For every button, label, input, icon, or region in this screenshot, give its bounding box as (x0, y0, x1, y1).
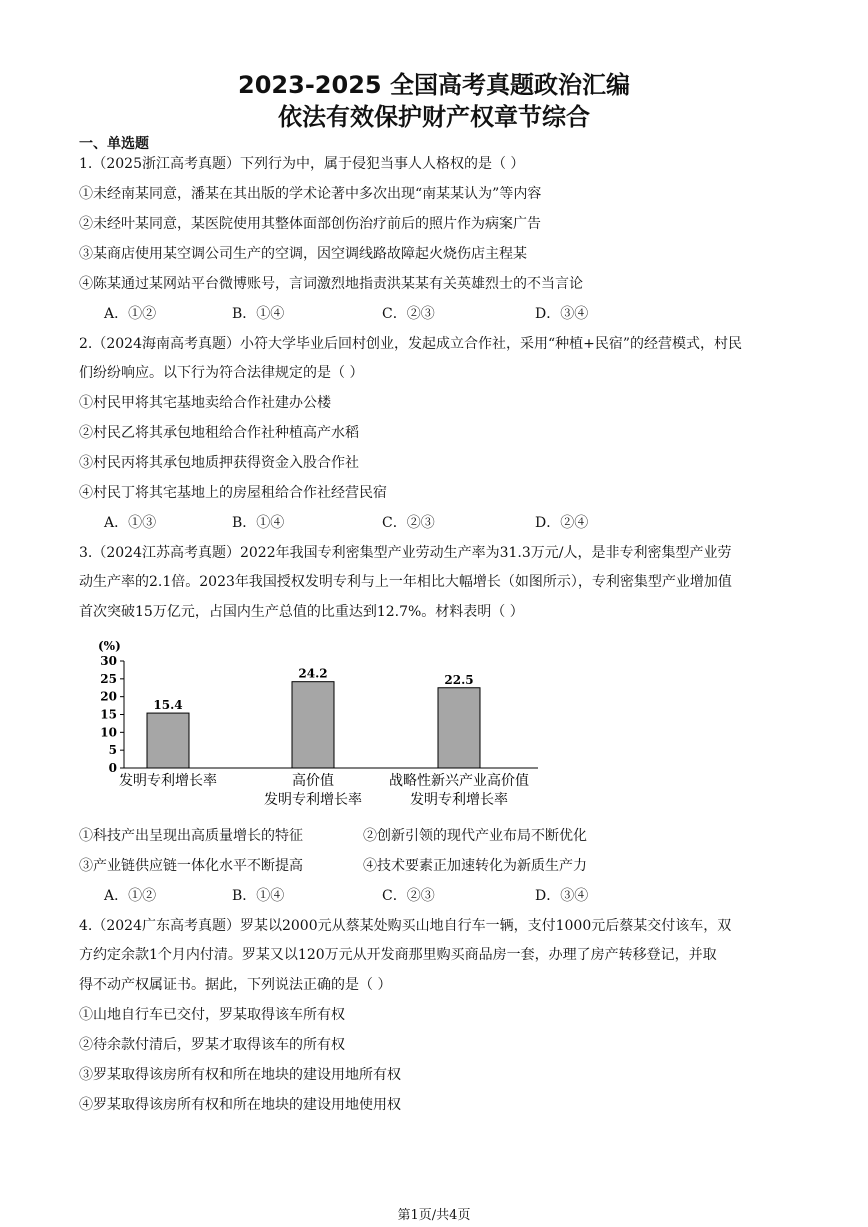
q1-option-a: A．①② (104, 306, 157, 322)
q3-option-a: A．①② (104, 888, 157, 904)
x-category-label-1: 发明专利增长率 (119, 773, 217, 789)
q3-item-1: ①科技产出呈现出高质量增长的特征 (79, 828, 303, 844)
q1-item-3: ③某商店使用某空调公司生产的空调，因空调线路故障起火烧伤店主程某 (79, 246, 527, 262)
x-category-label-2: 发明专利增长率 (264, 792, 362, 808)
q4-stem-line1: 4.（2024广东高考真题）罗某以2000元从蔡某处购买山地自行车一辆，支付1000元后蔡某交付该车，双 (79, 918, 732, 934)
q2-stem-line1: 2.（2024海南高考真题）小符大学毕业后回村创业，发起成立合作社，采用“种植+民宿”的经营模式，村民 (79, 336, 743, 352)
bar-3 (438, 688, 480, 768)
bar-value-label-3: 22.5 (444, 672, 474, 687)
y-tick-label: 0 (108, 761, 117, 775)
q3-option-d: D．③④ (535, 888, 589, 904)
q1-item-2: ②未经叶某同意，某医院使用其整体面部创伤治疗前后的照片作为病案广告 (79, 216, 541, 232)
q3-item-3: ③产业链供应链一体化水平不断提高 (79, 858, 303, 874)
q1-item-4: ④陈某通过某网站平台微博账号，言词激烈地指责洪某某有关英雄烈士的不当言论 (79, 276, 583, 292)
q2-item-3: ③村民丙将其承包地质押获得资金入股合作社 (79, 455, 359, 471)
x-category-label-2: 高价值 (292, 773, 334, 789)
patent-growth-bar-chart (90, 636, 560, 816)
bar-1 (147, 713, 189, 768)
q1-stem: 1.（2025浙江高考真题）下列行为中，属于侵犯当事人人格权的是（ ） (79, 156, 525, 172)
q3-item-2: ②创新引领的现代产业布局不断优化 (363, 828, 587, 844)
bar-2 (292, 682, 334, 768)
bar-value-label-1: 15.4 (153, 698, 183, 713)
q3-option-b: B．①④ (232, 888, 285, 904)
q4-stem-line3: 得不动产权属证书。据此，下列说法正确的是（ ） (79, 977, 392, 993)
q1-item-1: ①未经南某同意，潘某在其出版的学术论著中多次出现“南某某认为”等内容 (79, 186, 542, 202)
q4-item-2: ②待余款付清后，罗某才取得该车的所有权 (79, 1037, 345, 1053)
q4-item-3: ③罗某取得该房所有权和所在地块的建设用地所有权 (79, 1067, 401, 1083)
q2-item-2: ②村民乙将其承包地租给合作社种植高产水稻 (79, 425, 359, 441)
y-tick-label: 20 (100, 689, 117, 704)
q3-item-4: ④技术要素正加速转化为新质生产力 (363, 858, 587, 874)
q3-stem-line2: 动生产率的2.1倍。2023年我国授权发明专利与上一年相比大幅增长（如图所示），专利密集型产业增加值 (79, 574, 732, 590)
y-tick-label: 30 (100, 654, 117, 668)
q2-item-1: ①村民甲将其宅基地卖给合作社建办公楼 (79, 395, 331, 411)
q2-option-b: B．①④ (232, 515, 285, 531)
y-tick-label: 5 (108, 743, 117, 758)
x-category-label-3: 发明专利增长率 (410, 792, 508, 808)
q4-stem-line2: 方约定余款1个月内付清。罗某又以120万元从开发商那里购买商品房一套，办理了房产转移登记，并取 (79, 947, 717, 963)
y-tick-label: 10 (100, 725, 117, 740)
section-heading: 一、单选题 (79, 136, 149, 152)
q1-option-d: D．③④ (535, 306, 589, 322)
page-number: 第1页/共4页 (397, 1208, 471, 1223)
q2-option-a: A．①③ (104, 515, 157, 531)
q3-stem-line1: 3.（2024江苏高考真题）2022年我国专利密集型产业劳动生产率为31.3万元/人，是非专利密集型产业劳 (79, 545, 732, 561)
y-tick-label: 15 (100, 707, 117, 722)
q4-item-4: ④罗某取得该房所有权和所在地块的建设用地使用权 (79, 1097, 401, 1113)
page-title-line2: 依法有效保护财产权章节综合 (278, 103, 590, 131)
q3-option-c: C．②③ (382, 888, 435, 904)
q2-item-4: ④村民丁将其宅基地上的房屋租给合作社经营民宿 (79, 485, 387, 501)
q3-stem-line3: 首次突破15万亿元，占国内生产总值的比重达到12.7%。材料表明（ ） (79, 604, 524, 620)
y-axis-unit-label: (%) (98, 639, 121, 653)
page-title-line1: 2023-2025 全国高考真题政治汇编 (238, 71, 630, 99)
bar-value-label-2: 24.2 (298, 666, 328, 681)
q2-option-d: D．②④ (535, 515, 589, 531)
q2-stem-line2: 们纷纷响应。以下行为符合法律规定的是（ ） (79, 365, 364, 381)
x-category-label-3: 战略性新兴产业高价值 (389, 773, 529, 789)
y-tick-label: 25 (100, 671, 117, 686)
q1-option-b: B．①④ (232, 306, 285, 322)
q1-option-c: C．②③ (382, 306, 435, 322)
q4-item-1: ①山地自行车已交付，罗某取得该车所有权 (79, 1007, 345, 1023)
q2-option-c: C．②③ (382, 515, 435, 531)
